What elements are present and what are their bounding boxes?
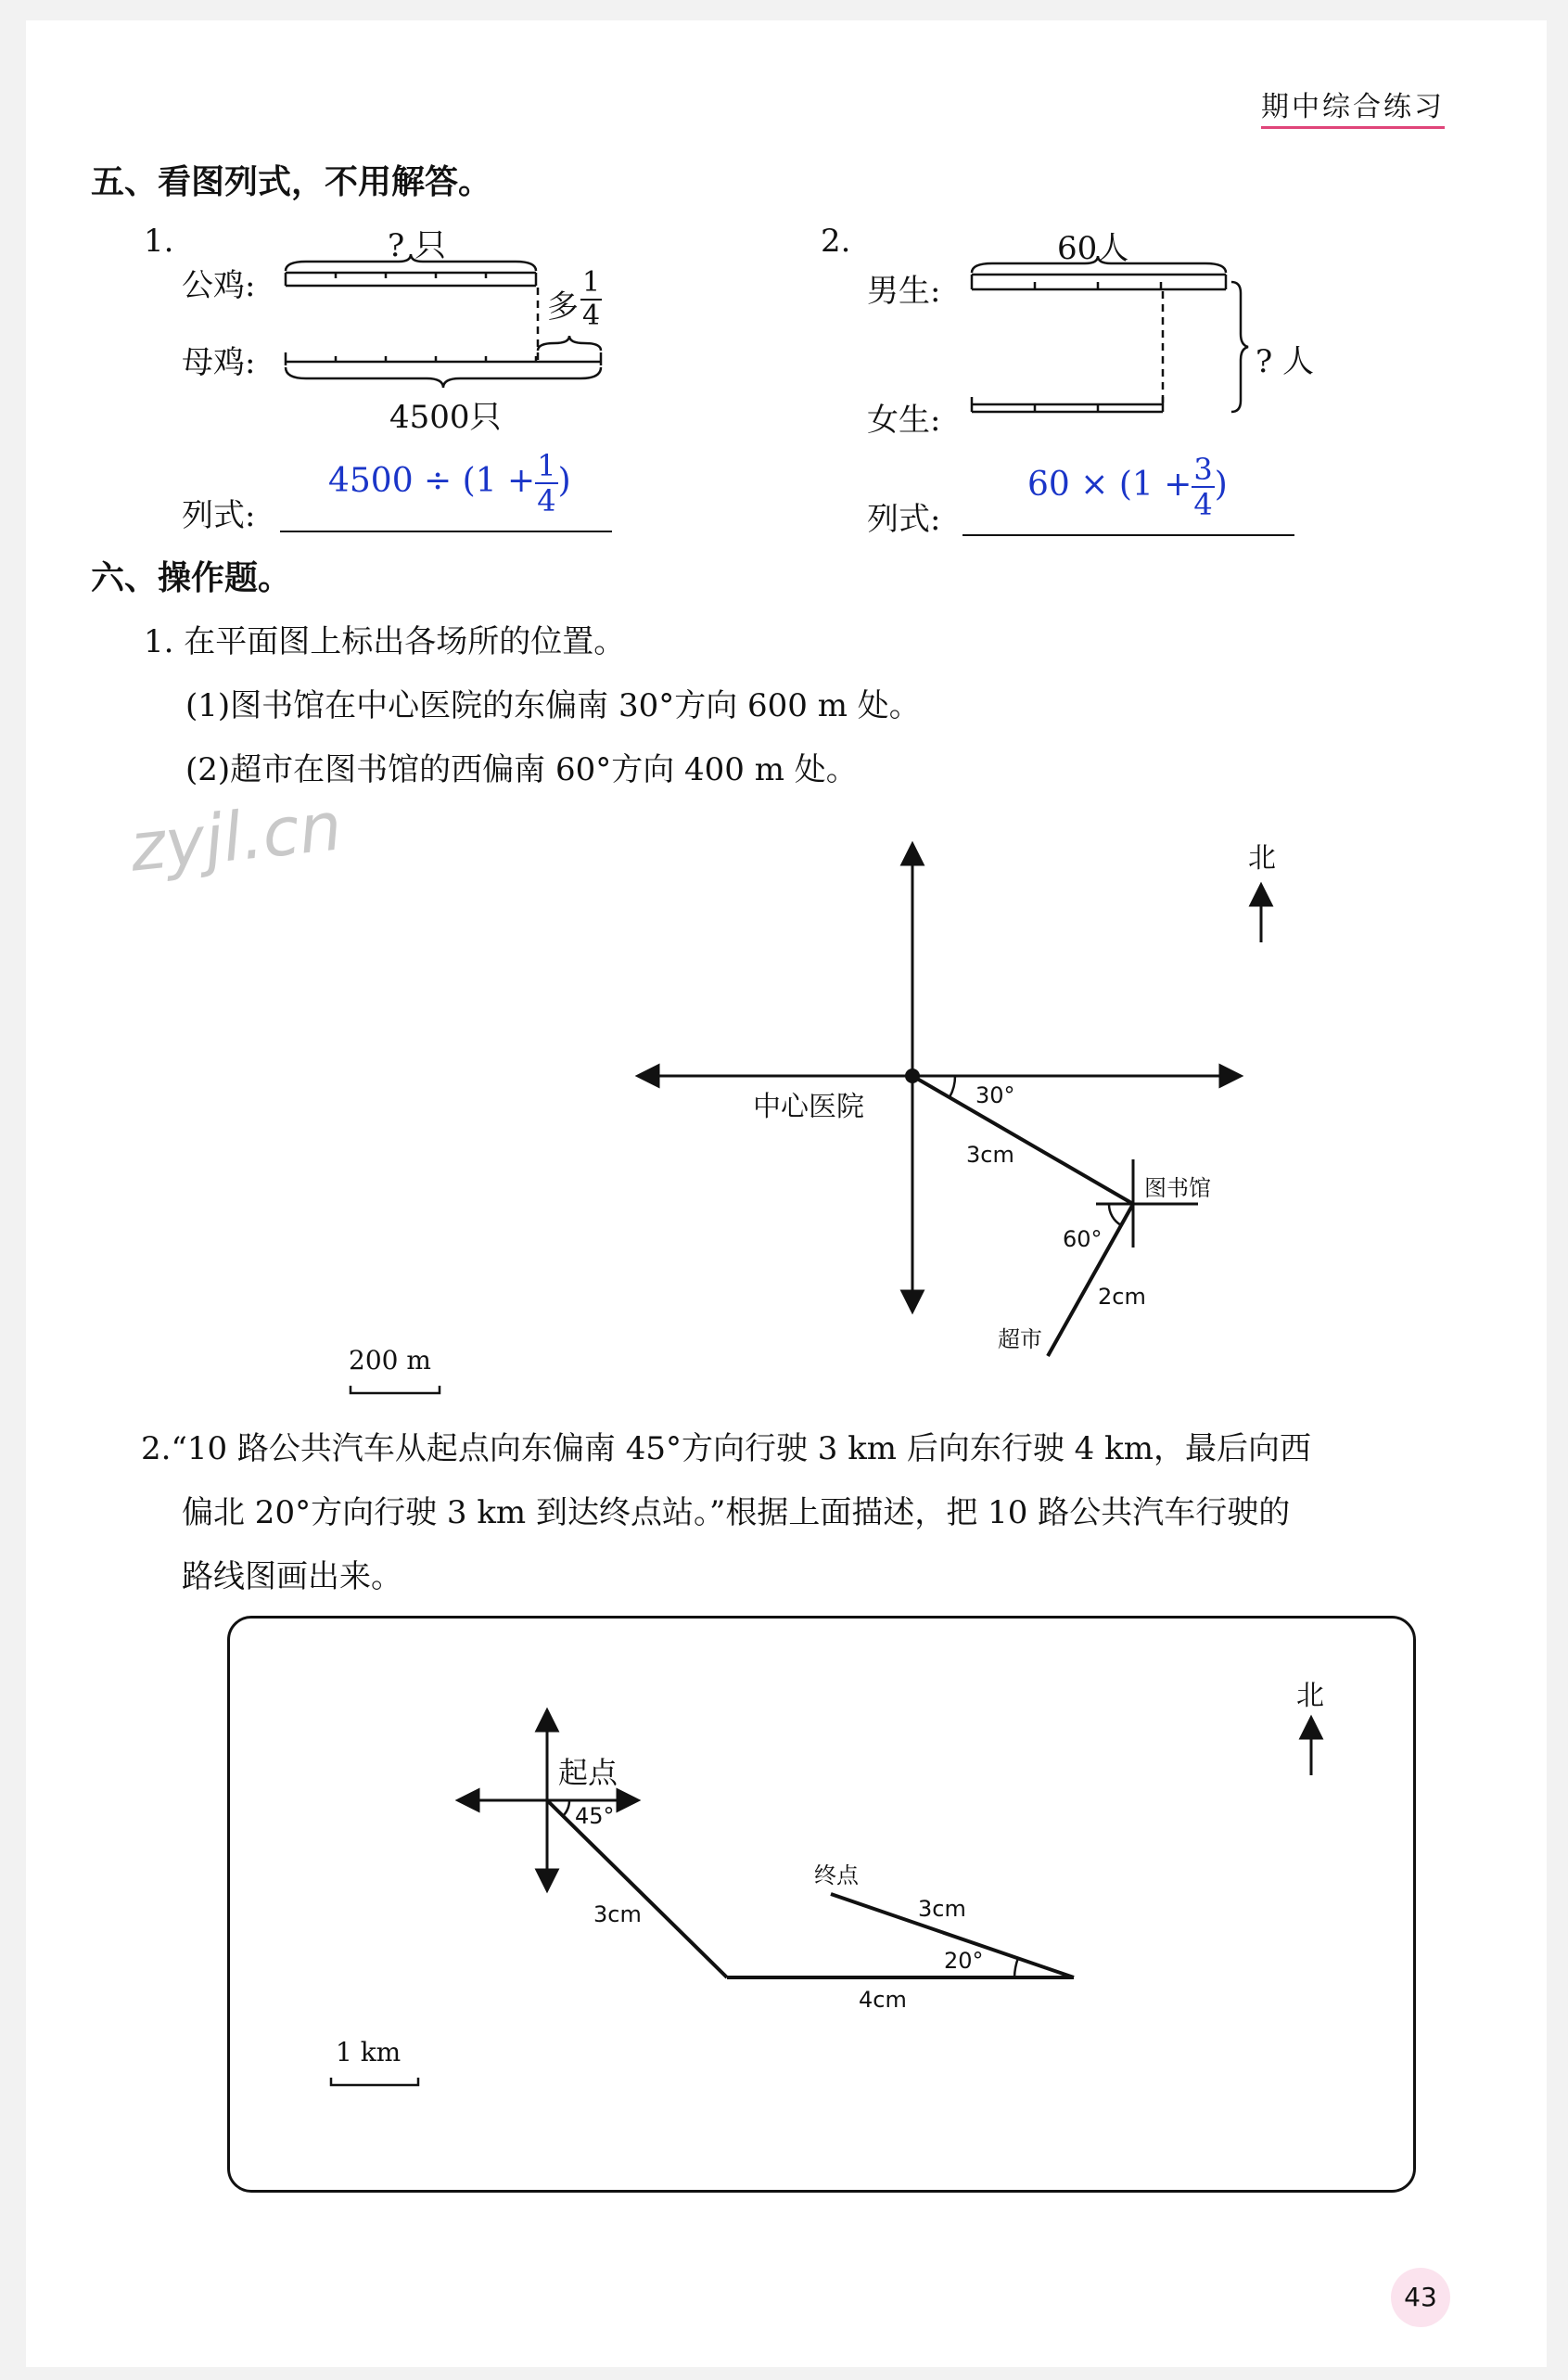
hospital-label: 中心医院 xyxy=(753,1091,864,1123)
map2-scale-bar xyxy=(331,2078,418,2085)
q2-number: 2. xyxy=(821,223,851,260)
section6-title: 六、操作题。 xyxy=(91,559,292,597)
q2-answer-num: 3 xyxy=(1193,452,1213,487)
map1-scale-label: 200 m xyxy=(349,1345,431,1376)
q1-answer-num: 1 xyxy=(537,448,556,483)
q1-answer-den: 4 xyxy=(537,483,556,518)
q2-formula-label: 列式: xyxy=(867,501,941,538)
boys-label: 男生: xyxy=(867,273,941,310)
rooster-label: 公鸡: xyxy=(182,267,256,304)
angle20-label: 20° xyxy=(944,1948,984,1974)
s6-q1-sub2: (2)超市在图书馆的西偏南 60°方向 400 m 处。 xyxy=(185,751,858,788)
fraction-numerator: 1 xyxy=(582,266,601,299)
map1-north-label: 北 xyxy=(1248,842,1276,875)
watermark: zyjl.cn xyxy=(126,787,346,887)
more-text: 多 xyxy=(547,288,579,326)
hen-label: 母鸡: xyxy=(182,344,256,381)
q2-answer-prefix: 60 × (1 + xyxy=(1027,466,1192,504)
angle20-arc xyxy=(1014,1958,1018,1977)
q2-right-label: ? 人 xyxy=(1256,343,1315,380)
q1-top-label: ? 只 xyxy=(388,227,447,264)
len3cm-label: 3cm xyxy=(966,1142,1014,1168)
section5-title: 五、看图列式，不用解答。 xyxy=(91,163,492,201)
q2-top-label: 60人 xyxy=(1057,230,1129,267)
supermarket-label: 超市 xyxy=(998,1326,1042,1352)
q2-answer-suffix: ) xyxy=(1214,466,1228,504)
girls-label: 女生: xyxy=(867,402,941,439)
s6-q2-line2: 偏北 20°方向行驶 3 km 到达终点站。”根据上面描述，把 10 路公共汽车行驶的 xyxy=(182,1494,1291,1531)
end-label: 终点 xyxy=(814,1862,859,1888)
s6-q2-line1: 2.“10 路公共汽车从起点向东偏南 45°方向行驶 3 km 后向东行驶 4 km，最后向西 xyxy=(141,1430,1311,1467)
route-len1-label: 3cm xyxy=(593,1901,642,1927)
route-len2-label: 4cm xyxy=(859,1987,907,2013)
q1-answer-suffix: ) xyxy=(557,462,571,500)
angle30-label: 30° xyxy=(975,1082,1015,1108)
library-label: 图书馆 xyxy=(1144,1175,1211,1201)
angle45-arc xyxy=(563,1800,569,1816)
s6-q1-text: 1. 在平面图上标出各场所的位置。 xyxy=(144,623,626,660)
map2-north-label: 北 xyxy=(1296,1680,1324,1712)
len2cm-label: 2cm xyxy=(1098,1284,1146,1310)
fraction-denominator: 4 xyxy=(582,300,601,332)
page-header: 期中综合练习 xyxy=(1261,83,1445,129)
page-number: 43 xyxy=(1391,2268,1450,2327)
s6-q2-line3: 路线图画出来。 xyxy=(182,1558,402,1595)
start-label: 起点 xyxy=(558,1755,618,1790)
q1-bottom-label: 4500只 xyxy=(389,399,502,436)
q1-number: 1. xyxy=(144,223,174,260)
angle45-label: 45° xyxy=(575,1803,615,1829)
q1-answer-prefix: 4500 ÷ (1 + xyxy=(328,462,536,500)
s6-q1-sub1: (1)图书馆在中心医院的东偏南 30°方向 600 m 处。 xyxy=(185,687,921,724)
q1-formula-label: 列式: xyxy=(182,497,256,534)
route-len3-label: 3cm xyxy=(918,1896,966,1922)
map2-scale-label: 1 km xyxy=(336,2037,402,2067)
angle60-label: 60° xyxy=(1063,1226,1103,1252)
q2-answer-den: 4 xyxy=(1193,487,1213,522)
